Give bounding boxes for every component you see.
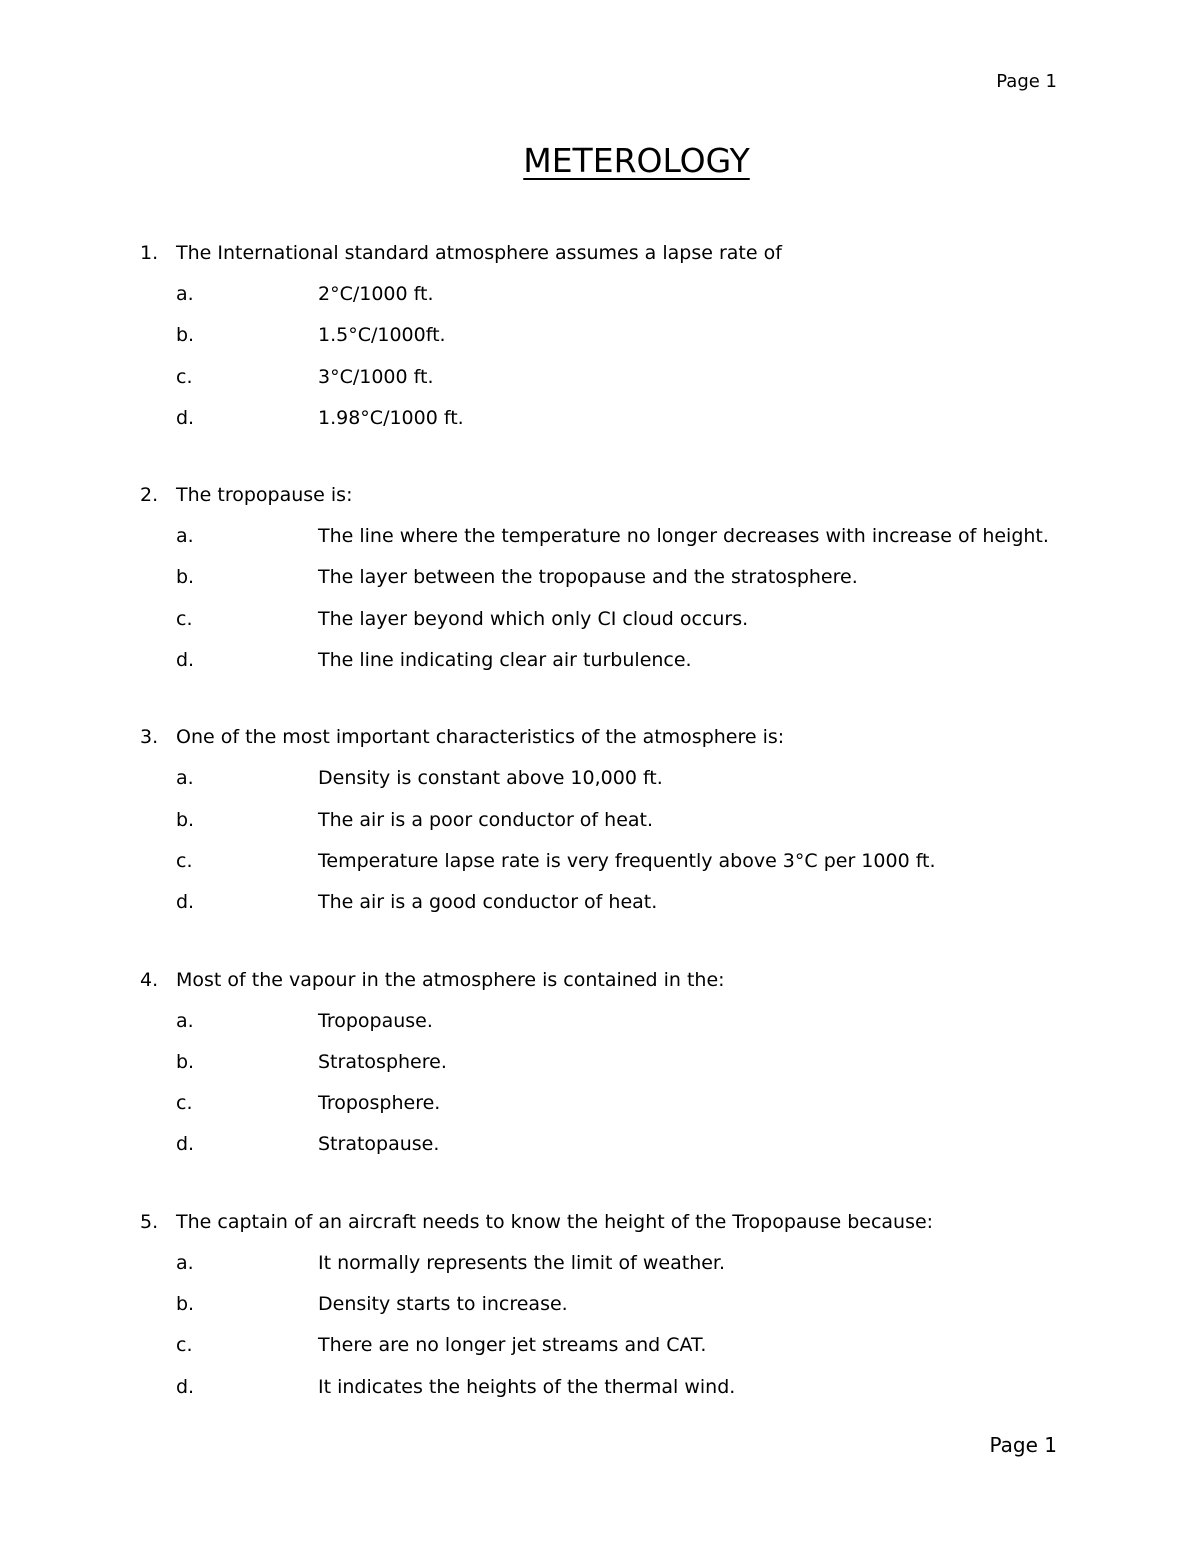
option-item [140,519,1100,560]
option-list [140,1004,1100,1169]
option-letter: d. [176,891,195,914]
option-item [140,643,1100,684]
option-text: Temperature lapse rate is very frequently above 3°C per 1000 ft. [318,849,936,872]
question-text: The International standard atmosphere assumes a lapse rate of [176,242,782,264]
option-text: It normally represents the limit of weather. [318,1251,726,1274]
question-text: Most of the vapour in the atmosphere is contained in the: [176,968,725,991]
option-text: 1.5°C/1000ft. [318,324,446,347]
option-text: It indicates the heights of the thermal wind. [318,1375,736,1398]
option-text: Stratopause. [318,1133,440,1156]
option-text: The line where the temperature no longer decreases with increase of height. [318,525,1049,548]
option-letter: b. [176,808,195,831]
option-list [140,1246,1100,1411]
question-number: 1. [140,242,159,264]
option-letter: a. [176,1009,194,1032]
question-list [140,236,1100,1447]
option-text: The line indicating clear air turbulence. [318,649,692,672]
option-letter: b. [176,1050,195,1073]
option-list [140,761,1100,926]
option-item [140,318,1100,359]
option-letter: b. [176,566,195,589]
document-title: METEROLOGY [523,141,750,180]
option-text: The air is a poor conductor of heat. [318,808,654,831]
option-item [140,360,1100,401]
option-item [140,277,1100,318]
question-text: The tropopause is: [176,484,353,507]
question-item [140,720,1100,926]
option-item [140,761,1100,802]
question-item [140,1205,1100,1411]
question-number: 5. [140,1210,159,1233]
option-text: Stratosphere. [318,1050,447,1073]
option-text: Tropopause. [318,1009,433,1032]
option-text: 3°C/1000 ft. [318,365,434,388]
question-text: One of the most important characteristics of the atmosphere is: [176,726,785,749]
option-letter: d. [176,1133,195,1156]
option-item [140,602,1100,643]
option-item [140,1086,1100,1127]
option-letter: c. [176,365,193,388]
option-item [140,885,1100,926]
question-item [140,236,1100,442]
question-item [140,963,1100,1169]
header-page-number: Page 1 [996,71,1057,92]
option-item [140,1287,1100,1328]
option-item [140,1127,1100,1168]
option-letter: d. [176,1375,195,1398]
question-number: 4. [140,968,159,991]
option-letter: c. [176,607,193,630]
option-item [140,1370,1100,1411]
option-text: The layer beyond which only CI cloud occurs. [318,607,749,630]
question-text: The captain of an aircraft needs to know the height of the Tropopause because: [176,1210,934,1233]
footer-page-number: Page 1 [989,1433,1057,1457]
option-text: Troposphere. [318,1092,441,1115]
option-letter: a. [176,283,194,305]
option-letter: a. [176,767,194,790]
option-text: 2°C/1000 ft. [318,283,434,305]
option-item [140,560,1100,601]
option-letter: a. [176,1251,194,1274]
option-text: The layer between the tropopause and the stratosphere. [318,566,858,589]
question-number: 3. [140,726,159,749]
question-number: 2. [140,484,159,507]
option-item [140,1004,1100,1045]
option-letter: b. [176,324,195,347]
option-letter: a. [176,525,194,548]
option-item [140,844,1100,885]
option-item [140,1328,1100,1369]
option-item [140,1246,1100,1287]
option-letter: d. [176,649,195,672]
option-text: Density starts to increase. [318,1293,568,1316]
option-item [140,1045,1100,1086]
option-text: The air is a good conductor of heat. [318,891,658,914]
option-letter: c. [176,849,193,872]
question-item [140,478,1100,684]
option-list [140,519,1100,684]
option-letter: c. [176,1334,193,1357]
option-list [140,277,1100,442]
option-item [140,803,1100,844]
option-text: 1.98°C/1000 ft. [318,406,464,429]
option-letter: d. [176,406,195,429]
option-letter: c. [176,1092,193,1115]
option-letter: b. [176,1293,195,1316]
option-item [140,401,1100,442]
option-text: Density is constant above 10,000 ft. [318,767,663,790]
option-text: There are no longer jet streams and CAT. [318,1334,707,1357]
